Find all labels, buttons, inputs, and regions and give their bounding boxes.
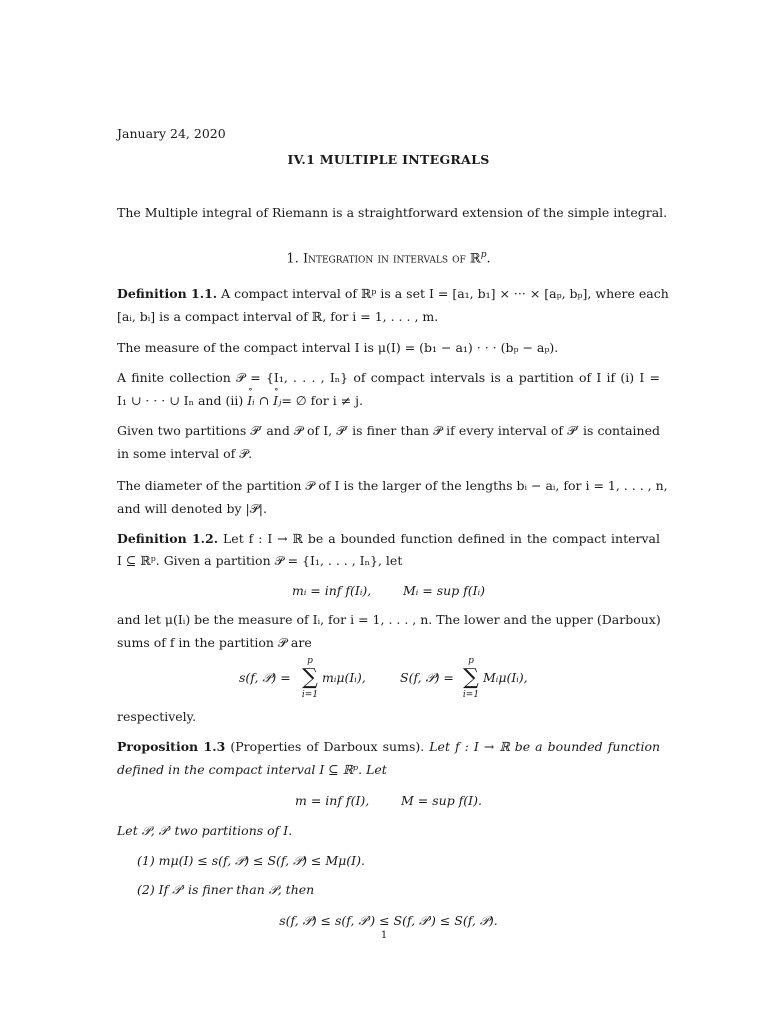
property-item-1: (1) mμ(I) ≤ s(f, 𝒫) ≤ S(f, 𝒫) ≤ Mμ(I). [137,853,365,868]
lower-sum-lower-limit: i=1 [301,690,319,700]
definition-1-1-label: Definition 1.1. [117,286,218,301]
section-title: Integration in intervals of [302,251,470,267]
section-symbol: ℝ [469,251,481,267]
equation-final-inequality: s(f, 𝒫) ≤ s(f, 𝒫′) ≤ S(f, 𝒫′) ≤ S(f, 𝒫). [279,913,498,928]
lower-sum-rhs: mᵢμ(Iᵢ), [322,670,366,685]
date: January 24, 2020 [117,126,226,141]
definition-1-2-line-1 [117,528,660,550]
upper-sum-sigma-group [459,656,483,700]
lower-sum-upper-limit: p [307,656,313,666]
page-number: 1 [380,930,388,941]
measure-paragraph: The measure of the compact interval I is μ(I) = (b₁ − a₁) · · · (bₚ − aₚ). [117,340,559,355]
upper-sum-lower-limit: i=1 [462,690,480,700]
definition-1-1-line-2: [aᵢ, bᵢ] is a compact interval of ℝ, for i = 1, . . . , m. [117,309,439,324]
partition-line-1: A finite collection 𝒫 = {I₁, . . . , Iₙ} of compact intervals is a partition of I if (i) I = [117,370,660,385]
lower-sum-sigma: ∑ [302,665,318,690]
respectively-text: respectively. [117,709,197,724]
definition-1-2-label: Definition 1.2. [117,531,219,546]
interior-j: ∘ Iⱼ [273,390,281,412]
equation-inf-sup: mᵢ = inf f(Iᵢ), Mᵢ = sup f(Iᵢ) [291,583,486,598]
upper-sum-rhs: Mᵢμ(Iᵢ), [483,670,528,685]
interior-i: ∘ Iᵢ [247,390,254,412]
equation-inf-sup-2: m = inf f(I), M = sup f(I). [295,793,482,808]
finer-line-2: in some interval of 𝒫. [117,446,253,461]
lower-sum-lhs: s(f, 𝒫) = [239,670,291,685]
partition-text-a: I₁ ∪ · · · ∪ Iₙ and (ii) [117,393,248,408]
proposition-1-3-parenthetical: (Properties of Darboux sums). [230,739,425,754]
proposition-1-3-line-1 [117,736,660,758]
section-heading [117,244,660,270]
definition-1-1-text: A compact interval of ℝᵖ is a set I = [a₁, b₁] × ··· × [aₚ, bₚ], where each [221,286,669,301]
proposition-1-3-label: Proposition 1.3 [117,739,226,754]
sums-intro-line-1: and let μ(Iᵢ) be the measure of Iᵢ, for i = 1, . . . , n. The lower and the upper (Darboux) [117,612,661,627]
equation-darboux-sums [117,656,660,704]
diameter-line-1: The diameter of the partition 𝒫 of I is the larger of the lengths bᵢ − aᵢ, for i = 1, . . . , n, [117,478,668,493]
definition-1-2-text: Let f : I → ℝ be a bounded function defined in the compact interval [223,531,660,546]
upper-sum-sigma: ∑ [463,665,479,690]
finer-line-1: Given two partitions 𝒫′ and 𝒫 of I, 𝒫′ is finer than 𝒫 if every interval of 𝒫′ is contained [117,423,660,438]
proposition-1-3-text: Let f : I → ℝ be a bounded function [429,739,661,754]
section-period: . [486,251,491,267]
property-item-2: (2) If 𝒫′ is finer than 𝒫, then [137,882,315,897]
upper-sum-lhs: S(f, 𝒫) = [400,670,454,685]
section-number: 1. [286,251,299,267]
definition-1-2-line-2: I ⊆ ℝᵖ. Given a partition 𝒫 = {I₁, . . . , Iₙ}, let [117,553,403,568]
upper-sum-upper-limit: p [468,656,474,666]
intro-paragraph: The Multiple integral of Riemann is a straightforward extension of the simple integral. [117,205,668,220]
page-title: IV.1 MULTIPLE INTEGRALS [287,152,490,167]
let-partitions-text: Let 𝒫, 𝒫′ two partitions of I. [117,823,293,838]
partition-line-2 [117,390,660,412]
diameter-line-2: and will denoted by |𝒫|. [117,501,267,516]
partition-text-e: = ∅ for i ≠ j. [281,393,363,408]
definition-1-1-line-1 [117,283,669,305]
sums-intro-line-2: sums of f in the partition 𝒫 are [117,635,312,650]
intersection-sign: ∩ [254,393,274,408]
section-superscript: p [480,250,487,260]
proposition-1-3-line-2: defined in the compact interval I ⊆ ℝᵖ. Let [117,762,387,777]
lower-sum-sigma-group [298,656,322,700]
